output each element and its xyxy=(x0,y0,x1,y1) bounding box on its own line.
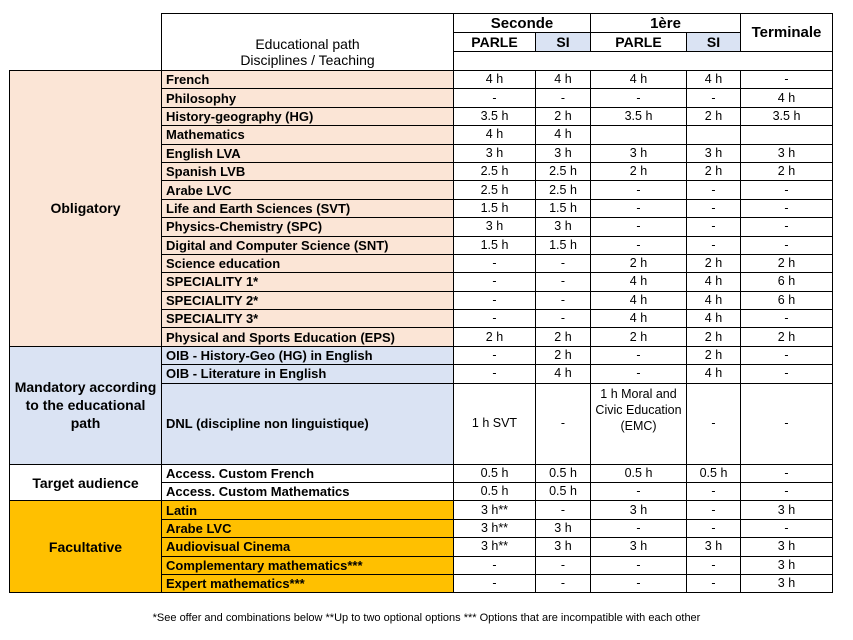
hours-cell: 2 h xyxy=(687,107,741,125)
hours-cell: - xyxy=(687,556,741,574)
hours-cell: 2 h xyxy=(741,328,833,346)
hours-cell: 6 h xyxy=(741,291,833,309)
educational-path-label: Educational path xyxy=(162,14,454,52)
table-row xyxy=(10,71,833,89)
subject-cell: OIB - Literature in English xyxy=(162,365,454,383)
hours-cell: 3 h** xyxy=(454,519,536,537)
hours-cell: - xyxy=(591,89,687,107)
hours-cell: - xyxy=(687,218,741,236)
subject-cell: SPECIALITY 2* xyxy=(162,291,454,309)
subject-cell: Science education xyxy=(162,254,454,272)
hours-cell: - xyxy=(687,574,741,592)
hours-cell: 4 h xyxy=(591,273,687,291)
seconde-header: Seconde xyxy=(454,14,591,33)
subject-cell: Expert mathematics*** xyxy=(162,574,454,592)
hours-cell: 3.5 h xyxy=(454,107,536,125)
hours-cell: 2 h xyxy=(536,107,591,125)
blank-corner xyxy=(10,14,162,71)
hours-cell: 2 h xyxy=(687,162,741,180)
disciplines-label: Disciplines / Teaching xyxy=(162,52,454,71)
subject-cell: English LVA xyxy=(162,144,454,162)
table-row xyxy=(10,464,833,482)
hours-cell xyxy=(591,126,687,144)
hours-cell: 4 h xyxy=(454,71,536,89)
hours-cell: - xyxy=(591,483,687,501)
subject-cell: SPECIALITY 1* xyxy=(162,273,454,291)
hours-cell: - xyxy=(454,556,536,574)
subject-cell: Arabe LVC xyxy=(162,519,454,537)
seconde-si-header: SI xyxy=(536,33,591,52)
hours-cell: - xyxy=(454,273,536,291)
hours-cell: 4 h xyxy=(687,310,741,328)
hours-cell: 1 h SVT xyxy=(454,383,536,464)
subject-cell: Mathematics xyxy=(162,126,454,144)
hours-cell: 3 h xyxy=(591,538,687,556)
hours-cell: - xyxy=(454,291,536,309)
subject-cell: OIB - History-Geo (HG) in English xyxy=(162,346,454,364)
seconde-parle-header: PARLE xyxy=(454,33,536,52)
hours-cell: 3 h xyxy=(591,501,687,519)
hours-cell: - xyxy=(741,236,833,254)
hours-cell: - xyxy=(536,291,591,309)
hours-cell: 2 h xyxy=(687,254,741,272)
hours-cell: 3.5 h xyxy=(591,107,687,125)
hours-cell: 3 h xyxy=(536,519,591,537)
category-cell: Obligatory xyxy=(10,71,162,347)
table-row xyxy=(10,501,833,519)
hours-cell: 1.5 h xyxy=(536,199,591,217)
category-cell: Target audience xyxy=(10,464,162,501)
hours-cell: - xyxy=(454,346,536,364)
hours-cell: - xyxy=(454,310,536,328)
hours-cell: - xyxy=(591,218,687,236)
hours-cell: 2 h xyxy=(536,346,591,364)
footnote: *See offer and combinations below **Up to two optional options *** Options that are incompatible with each other xyxy=(152,612,701,624)
hours-cell: 6 h xyxy=(741,273,833,291)
hours-cell: 2.5 h xyxy=(536,162,591,180)
subject-cell: Arabe LVC xyxy=(162,181,454,199)
hours-cell: - xyxy=(687,89,741,107)
hours-cell: - xyxy=(741,71,833,89)
hours-cell: - xyxy=(536,574,591,592)
hours-cell: 0.5 h xyxy=(687,464,741,482)
hours-cell: 1.5 h xyxy=(454,199,536,217)
hours-cell: - xyxy=(687,236,741,254)
hours-cell: 4 h xyxy=(687,365,741,383)
hours-cell: - xyxy=(741,464,833,482)
hours-cell: 4 h xyxy=(687,273,741,291)
hours-cell: - xyxy=(687,181,741,199)
hours-cell: - xyxy=(591,574,687,592)
hours-cell: 0.5 h xyxy=(536,464,591,482)
hours-cell: 4 h xyxy=(536,71,591,89)
hours-cell: - xyxy=(454,89,536,107)
hours-cell: 0.5 h xyxy=(454,464,536,482)
hours-cell: 2 h xyxy=(741,162,833,180)
hours-cell: 4 h xyxy=(687,71,741,89)
hours-cell: 2.5 h xyxy=(536,181,591,199)
hours-cell: - xyxy=(536,556,591,574)
subject-cell: Digital and Computer Science (SNT) xyxy=(162,236,454,254)
hours-cell: - xyxy=(687,519,741,537)
hours-cell: - xyxy=(591,556,687,574)
hours-cell: - xyxy=(741,483,833,501)
hours-cell: - xyxy=(454,574,536,592)
hours-cell: - xyxy=(591,181,687,199)
hours-cell: 3.5 h xyxy=(741,107,833,125)
hours-cell: - xyxy=(687,501,741,519)
hours-cell: 3 h xyxy=(536,218,591,236)
hours-cell: - xyxy=(741,218,833,236)
subject-cell: Audiovisual Cinema xyxy=(162,538,454,556)
hours-cell: - xyxy=(536,501,591,519)
hours-cell: 2 h xyxy=(536,328,591,346)
hours-cell: 4 h xyxy=(591,291,687,309)
hours-cell: 3 h xyxy=(536,144,591,162)
category-cell: Mandatory according to the educational path xyxy=(10,346,162,464)
hours-cell: - xyxy=(591,346,687,364)
hours-cell: 4 h xyxy=(687,291,741,309)
hours-cell: 3 h xyxy=(536,538,591,556)
hours-cell: - xyxy=(741,310,833,328)
subject-cell: French xyxy=(162,71,454,89)
hours-cell: - xyxy=(536,310,591,328)
subject-cell: Life and Earth Sciences (SVT) xyxy=(162,199,454,217)
premiere-header: 1ère xyxy=(591,14,741,33)
hours-cell: - xyxy=(591,199,687,217)
hours-cell: 3 h xyxy=(741,556,833,574)
hours-cell: 3 h xyxy=(741,144,833,162)
subject-cell: Complementary mathematics*** xyxy=(162,556,454,574)
hours-cell: 0.5 h xyxy=(454,483,536,501)
hours-cell: - xyxy=(591,519,687,537)
hours-cell: - xyxy=(687,483,741,501)
subject-cell: Physics-Chemistry (SPC) xyxy=(162,218,454,236)
hours-cell: 2 h xyxy=(591,328,687,346)
hours-cell: - xyxy=(454,254,536,272)
hours-cell: 1 h Moral and Civic Education (EMC) xyxy=(591,383,687,464)
hours-cell: - xyxy=(741,199,833,217)
hours-cell: - xyxy=(687,383,741,464)
hours-cell: 2 h xyxy=(687,346,741,364)
subject-cell: DNL (discipline non linguistique) xyxy=(162,383,454,464)
hours-cell: - xyxy=(741,181,833,199)
hours-cell: - xyxy=(536,273,591,291)
hours-cell: 3 h xyxy=(741,501,833,519)
hours-cell: - xyxy=(741,383,833,464)
subject-cell: Access. Custom French xyxy=(162,464,454,482)
premiere-si-header: SI xyxy=(687,33,741,52)
hours-cell: 2 h xyxy=(687,328,741,346)
table-row xyxy=(10,346,833,364)
hours-cell: 2.5 h xyxy=(454,181,536,199)
hours-cell: - xyxy=(591,236,687,254)
curriculum-table xyxy=(9,13,833,593)
hours-cell: 2 h xyxy=(591,254,687,272)
hours-cell: 3 h xyxy=(591,144,687,162)
hours-cell: 0.5 h xyxy=(591,464,687,482)
subject-cell: SPECIALITY 3* xyxy=(162,310,454,328)
hours-cell: 4 h xyxy=(454,126,536,144)
hours-cell: 4 h xyxy=(536,365,591,383)
hours-cell: 3 h xyxy=(741,574,833,592)
disciplines-blank xyxy=(454,52,833,71)
hours-cell: 3 h xyxy=(454,144,536,162)
hours-cell: 3 h xyxy=(687,144,741,162)
subject-cell: Access. Custom Mathematics xyxy=(162,483,454,501)
hours-cell: 2 h xyxy=(454,328,536,346)
hours-cell: 2 h xyxy=(741,254,833,272)
hours-cell: - xyxy=(454,365,536,383)
hours-cell: 3 h xyxy=(741,538,833,556)
hours-cell: - xyxy=(741,346,833,364)
hours-cell xyxy=(741,126,833,144)
hours-cell: 4 h xyxy=(741,89,833,107)
subject-cell: Spanish LVB xyxy=(162,162,454,180)
hours-cell: 2.5 h xyxy=(454,162,536,180)
hours-cell: - xyxy=(591,365,687,383)
hours-cell: - xyxy=(536,254,591,272)
premiere-parle-header: PARLE xyxy=(591,33,687,52)
hours-cell: - xyxy=(741,365,833,383)
hours-cell: 4 h xyxy=(536,126,591,144)
hours-cell: - xyxy=(687,199,741,217)
hours-cell: 3 h xyxy=(687,538,741,556)
hours-cell: 3 h** xyxy=(454,501,536,519)
subject-cell: Physical and Sports Education (EPS) xyxy=(162,328,454,346)
hours-cell: 3 h** xyxy=(454,538,536,556)
hours-cell: 4 h xyxy=(591,71,687,89)
hours-cell: - xyxy=(536,89,591,107)
hours-cell: 1.5 h xyxy=(536,236,591,254)
hours-cell: 0.5 h xyxy=(536,483,591,501)
hours-cell xyxy=(687,126,741,144)
category-cell: Facultative xyxy=(10,501,162,593)
hours-cell: 3 h xyxy=(454,218,536,236)
subject-cell: Latin xyxy=(162,501,454,519)
subject-cell: History-geography (HG) xyxy=(162,107,454,125)
hours-cell: - xyxy=(741,519,833,537)
hours-cell: 1.5 h xyxy=(454,236,536,254)
hours-cell: 4 h xyxy=(591,310,687,328)
hours-cell: - xyxy=(536,383,591,464)
subject-cell: Philosophy xyxy=(162,89,454,107)
hours-cell: 2 h xyxy=(591,162,687,180)
terminale-header: Terminale xyxy=(741,14,833,52)
